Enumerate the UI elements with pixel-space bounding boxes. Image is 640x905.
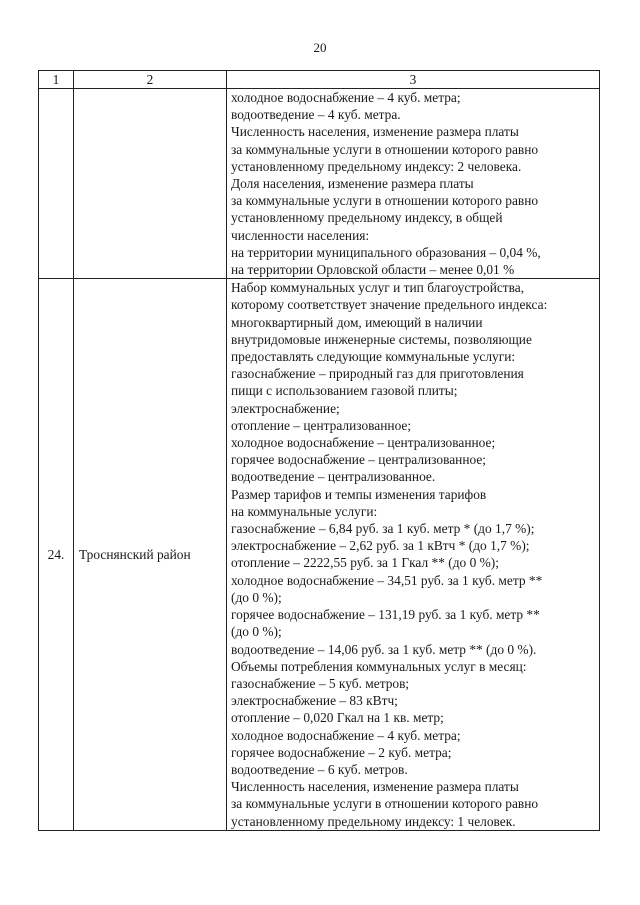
description-line: за коммунальные услуги в отношении которого равно xyxy=(231,193,539,209)
description-line: за коммунальные услуги в отношении которого равно xyxy=(231,796,539,812)
description-line: на территории Орловской области – менее 0,01 % xyxy=(231,262,515,278)
description-line: Размер тарифов и темпы изменения тарифов xyxy=(231,486,487,502)
description-line: газоснабжение – 6,84 руб. за 1 куб. метр * (до 1,7 %); xyxy=(231,521,535,537)
description-line: Доля населения, изменение размера платы xyxy=(231,176,474,192)
description-line: отопление – 2222,55 руб. за 1 Гкал ** (до 0 %); xyxy=(231,555,499,571)
description-line: горячее водоснабжение – 131,19 руб. за 1 куб. метр ** xyxy=(231,607,540,623)
district-name-cell xyxy=(74,89,227,279)
table-row xyxy=(39,279,600,831)
description-line: электроснабжение – 2,62 руб. за 1 кВтч * (до 1,7 %); xyxy=(231,538,530,554)
description-line: которому соответствует значение предельного индекса: xyxy=(231,297,548,313)
description-line: внутридомовые инженерные системы, позволяющие xyxy=(231,331,532,347)
description-line: водоотведение – 14,06 руб. за 1 куб. метр ** (до 0 %). xyxy=(231,641,537,657)
row-number-cell xyxy=(39,89,74,279)
row-number-cell: 24. xyxy=(39,279,74,831)
description-line: (до 0 %); xyxy=(231,589,282,605)
description-line: горячее водоснабжение – централизованное; xyxy=(231,452,487,468)
description-line: холодное водоснабжение – централизованное; xyxy=(231,435,496,451)
description-line: холодное водоснабжение – 34,51 руб. за 1 куб. метр ** xyxy=(231,572,543,588)
description-line: отопление – централизованное; xyxy=(231,417,412,433)
description-line: установленному предельному индексу: 1 человек. xyxy=(231,813,516,829)
header-col-2: 2 xyxy=(74,71,227,89)
description-line: Набор коммунальных услуг и тип благоустройства, xyxy=(231,280,525,296)
description-line: Объемы потребления коммунальных услуг в месяц: xyxy=(231,658,527,674)
description-line: Численность населения, изменение размера платы xyxy=(231,124,519,140)
description-line: водоотведение – централизованное. xyxy=(231,469,436,485)
tariff-table xyxy=(38,70,600,831)
description-line: водоотведение – 4 куб. метра. xyxy=(231,107,401,123)
description-line: электроснабжение – 83 кВтч; xyxy=(231,693,398,709)
district-name-cell: Троснянский район xyxy=(74,279,227,831)
description-line: холодное водоснабжение – 4 куб. метра; xyxy=(231,90,461,105)
description-line: на территории муниципального образования – 0,04 %, xyxy=(231,244,541,260)
description-line: водоотведение – 6 куб. метров. xyxy=(231,761,408,777)
description-line: установленному предельному индексу, в общей xyxy=(231,210,503,226)
page-number: 20 xyxy=(313,40,327,55)
description-line: установленному предельному индексу: 2 человека. xyxy=(231,158,522,174)
description-line: многоквартирный дом, имеющий в наличии xyxy=(231,314,483,330)
header-col-3: 3 xyxy=(227,71,600,89)
description-cell xyxy=(227,89,600,279)
description-line: численности населения: xyxy=(231,227,370,243)
description-line: Численность населения, изменение размера платы xyxy=(231,779,519,795)
description-cell xyxy=(227,279,600,831)
header-col-1: 1 xyxy=(39,71,74,89)
description-line: предоставлять следующие коммунальные услуги: xyxy=(231,349,516,365)
description-line: газоснабжение – 5 куб. метров; xyxy=(231,675,410,691)
description-line: горячее водоснабжение – 2 куб. метра; xyxy=(231,744,452,760)
description-line: (до 0 %); xyxy=(231,624,282,640)
description-line: электроснабжение; xyxy=(231,400,340,416)
table-row xyxy=(39,89,600,279)
description-line: пищи с использованием газовой плиты; xyxy=(231,383,458,399)
table-header-row xyxy=(39,71,600,89)
description-line: газоснабжение – природный газ для приготовления xyxy=(231,366,524,382)
description-line: отопление – 0,020 Гкал на 1 кв. метр; xyxy=(231,710,444,726)
description-line: холодное водоснабжение – 4 куб. метра; xyxy=(231,727,461,743)
description-line: за коммунальные услуги в отношении которого равно xyxy=(231,141,539,157)
description-line: на коммунальные услуги: xyxy=(231,503,378,519)
